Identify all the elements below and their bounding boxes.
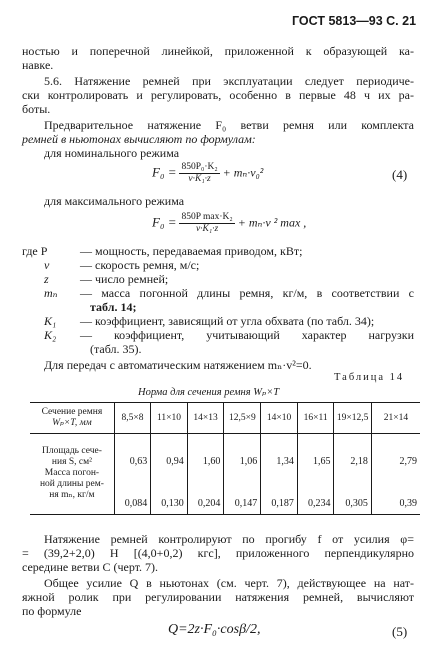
row2-value: 0,305 bbox=[345, 498, 368, 509]
def-sym-5: K₁ bbox=[44, 314, 57, 328]
table-data-cell bbox=[371, 434, 420, 515]
formula-4-number: (4) bbox=[392, 167, 408, 182]
formula-4-denominator: v·K₁·z bbox=[188, 174, 211, 184]
row2-label-line1: Масса погон- bbox=[44, 468, 100, 478]
def-sym-3: mₙ bbox=[44, 286, 58, 300]
col0-head-line1: Сечение ремня bbox=[41, 407, 103, 417]
formula-4 bbox=[152, 162, 263, 185]
table-data-cell bbox=[334, 434, 371, 515]
auto-tension-note: Для передач с автоматическим натяжением mₙ·v²=0. bbox=[44, 358, 312, 372]
def-text-6: — коэффициент, учитывающий характер нагрузки bbox=[80, 328, 414, 342]
row2-value: 0,130 bbox=[161, 498, 184, 509]
table-data-cell bbox=[187, 434, 224, 515]
para5-line3: по формуле bbox=[22, 604, 82, 618]
table-header-row bbox=[30, 403, 420, 434]
table-data-cell bbox=[151, 434, 188, 515]
row1-value: 1,34 bbox=[276, 456, 294, 467]
row2-value: 0,234 bbox=[307, 498, 331, 509]
formula-4-lhs: F₀ = bbox=[152, 164, 177, 180]
table-header-cell: 19×12,5 bbox=[334, 403, 371, 434]
para1-line2: навке. bbox=[22, 58, 54, 72]
para4-line3: середине ветви C (черт. 7). bbox=[22, 560, 159, 574]
formula-4-fraction bbox=[179, 162, 219, 185]
row1-value: 2,18 bbox=[350, 456, 368, 467]
norm-table bbox=[30, 402, 420, 515]
table-header-cell: 16×11 bbox=[297, 403, 334, 434]
table-body-row bbox=[30, 434, 420, 515]
def-text-3: — масса погонной длины ремня, кг/м, в соответствии с bbox=[80, 286, 414, 300]
def-text-2: — число ремней; bbox=[80, 272, 169, 286]
table-header-cell: 12,5×9 bbox=[224, 403, 261, 434]
row2-label-line3: ня mₙ, кг/м bbox=[49, 490, 95, 500]
table-header-cell: 14×10 bbox=[261, 403, 298, 434]
para4-line1: Натяжение ремней контролируют по прогибу f от усилия φ= bbox=[44, 532, 414, 546]
para3-line2: ремней в ньютонах вычисляют по формулам: bbox=[22, 132, 256, 146]
table-caption: Норма для сечения ремня Wₚ×T bbox=[138, 387, 280, 398]
formula-4-numerator: 850P₀·K₂ bbox=[181, 162, 218, 172]
para3-line1: Предварительное натяжение F₀ ветви ремня или комплекта bbox=[44, 118, 414, 132]
table-header-col0 bbox=[30, 403, 114, 434]
row1-value: 2,79 bbox=[399, 456, 417, 467]
def-text-4: табл. 14; bbox=[90, 300, 137, 314]
row1-value: 1,65 bbox=[312, 456, 331, 467]
def-sym-6: K₂ bbox=[44, 328, 57, 342]
def-text-5: — коэффициент, зависящий от угла обхвата (по табл. 34); bbox=[80, 314, 375, 328]
def-text-0: — мощность, передаваемая приводом, кВт; bbox=[80, 244, 303, 258]
para2-line3: боты. bbox=[22, 102, 51, 116]
def-sym-0: где P bbox=[22, 244, 48, 258]
table-header-cell: 21×14 bbox=[371, 403, 420, 434]
formula-5-number: (5) bbox=[392, 624, 408, 639]
formula-max-lhs: F₀ = bbox=[152, 214, 177, 230]
row1-value: 0,63 bbox=[129, 456, 148, 467]
formula-max-rhs: + mₙ·v ² max , bbox=[237, 215, 307, 230]
mode-max-label: для максимального режима bbox=[44, 194, 185, 208]
table-label: Таблица 14 bbox=[334, 372, 405, 383]
row2-label-line2: ной длины рем- bbox=[39, 479, 104, 489]
para3-line3: для номинального режима bbox=[44, 146, 180, 160]
para1-line1: ностью и поперечной линейкой, приложенной к образующей ка- bbox=[22, 44, 414, 58]
col0-head-line2: Wₚ×T, мм bbox=[52, 418, 92, 428]
row1-value: 0,94 bbox=[166, 456, 184, 467]
para4-line2: = (39,2+2,0) Н [(4,0+0,2) кгс], приложенного перпендикулярно bbox=[22, 546, 414, 560]
def-text-1: — скорость ремня, м/с; bbox=[80, 258, 200, 272]
formula-max-numerator: 850P max·K₂ bbox=[181, 212, 233, 222]
table-data-cell bbox=[224, 434, 261, 515]
table-data-cell bbox=[114, 434, 150, 515]
row2-value: 0,204 bbox=[197, 498, 221, 509]
row2-value: 0,084 bbox=[124, 498, 148, 509]
formula-5: Q=2z·F₀·cosβ/2, bbox=[168, 622, 261, 637]
row2-value: 0,187 bbox=[271, 498, 294, 509]
def-sym-1: v bbox=[44, 258, 50, 272]
formula-max-denominator: v·K₁·z bbox=[195, 224, 219, 234]
table-data-cell bbox=[261, 434, 298, 515]
row2-value: 0,147 bbox=[234, 498, 258, 509]
def-text-7: (табл. 35). bbox=[90, 342, 142, 356]
row1-label-line2: ния S, см² bbox=[51, 457, 92, 467]
formula-max-fraction bbox=[179, 212, 234, 235]
row1-label-line1: Площадь сече- bbox=[41, 446, 102, 456]
page-header: ГОСТ 5813—93 С. 21 bbox=[292, 14, 417, 28]
formula-4-rhs: + mₙ·v₀² bbox=[222, 165, 264, 180]
def-sym-2: z bbox=[44, 272, 49, 286]
table-data-cell bbox=[297, 434, 334, 515]
para2-line2: ски контролировать и регулировать, особенно в первые 48 ч их ра- bbox=[22, 88, 414, 102]
para5-line1: Общее усилие Q в ньютонах (см. черт. 7), действующее на нат- bbox=[44, 576, 414, 590]
row1-value: 1,60 bbox=[202, 456, 221, 467]
para5-line2: яжной ролик при регулировании натяжения ремней, вычисляют bbox=[22, 590, 414, 604]
para2-line1: 5.6. Натяжение ремней при эксплуатации следует периодиче- bbox=[44, 74, 414, 88]
formula-max bbox=[152, 212, 306, 235]
row1-value: 1,06 bbox=[239, 456, 258, 467]
table-header-cell: 14×13 bbox=[187, 403, 224, 434]
row2-value: 0,39 bbox=[399, 498, 417, 509]
table-row-labels bbox=[30, 434, 114, 515]
table-header-cell: 11×10 bbox=[151, 403, 188, 434]
table-header-cell: 8,5×8 bbox=[114, 403, 150, 434]
